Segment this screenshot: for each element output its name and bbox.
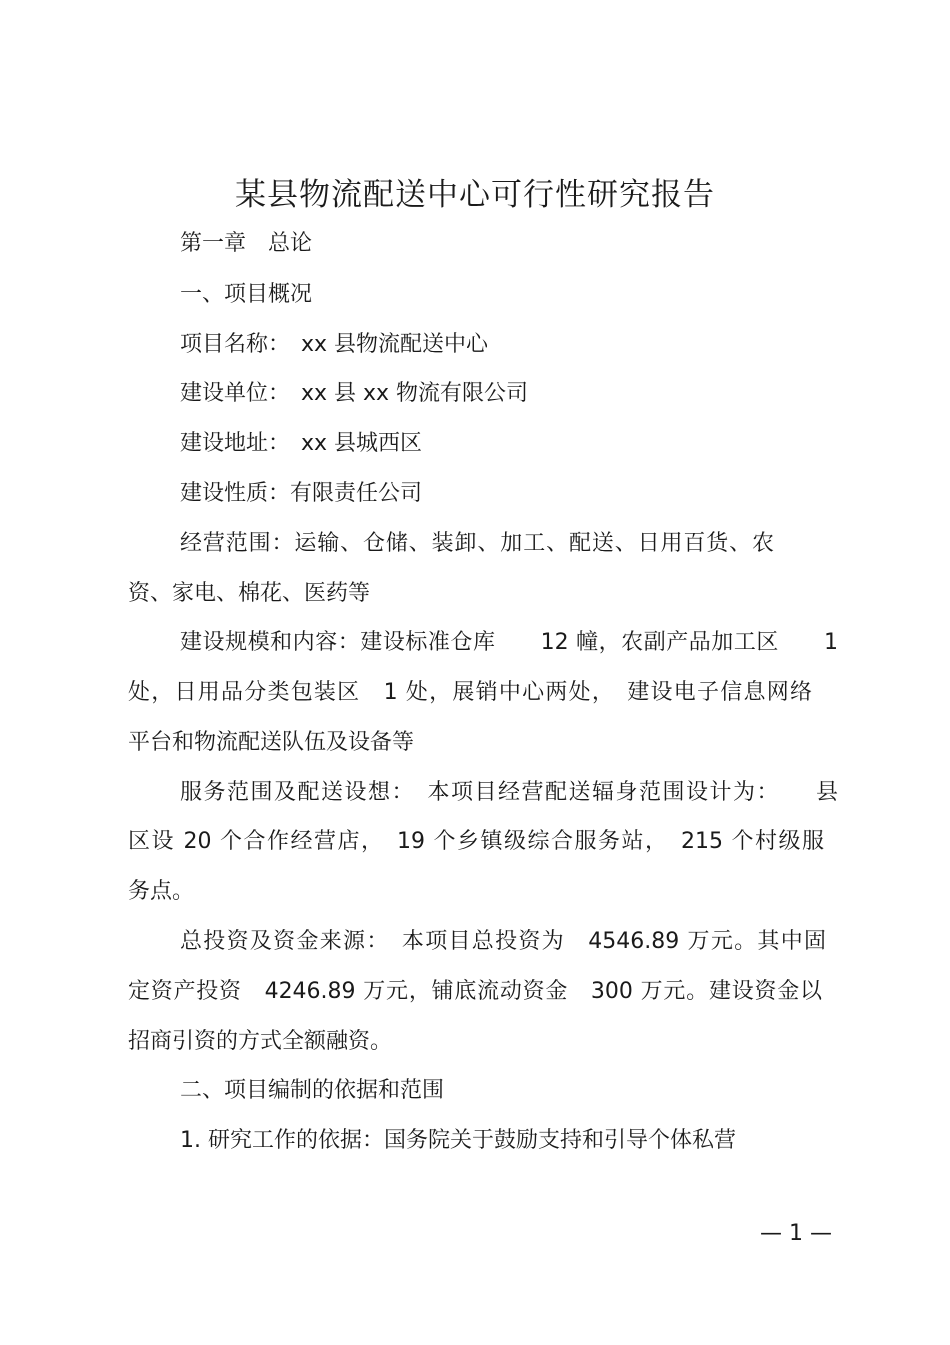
address-line: 建设地址： xx 县城西区	[180, 431, 423, 456]
project-name-line: 项目名称： xx 县物流配送中心	[180, 332, 489, 357]
section-heading-basis: 二、项目编制的依据和范围	[180, 1078, 445, 1103]
business-scope-line-2: 资、家电、棉花、医药等	[128, 581, 371, 606]
service-line-1: 服务范围及配送设想： 本项目经营配送辐身范围设计为： 县	[180, 780, 838, 805]
investment-line-2: 定资产投资 4246.89 万元，铺底流动资金 300 万元。建设资金以	[128, 979, 822, 1004]
investment-line-3: 招商引资的方式全额融资。	[128, 1029, 393, 1054]
page-number: — 1 —	[760, 1221, 832, 1246]
scale-line-1: 建设规模和内容：建设标准仓库 12 幢，农副产品加工区 1	[180, 630, 838, 655]
nature-line: 建设性质：有限责任公司	[180, 481, 423, 506]
chapter-heading: 第一章 总论	[180, 231, 313, 256]
investment-line-1: 总投资及资金来源： 本项目总投资为 4546.89 万元。其中固	[180, 929, 826, 954]
section-heading-overview: 一、项目概况	[180, 282, 313, 307]
builder-line: 建设单位： xx 县 xx 物流有限公司	[180, 381, 529, 406]
scale-line-2: 处，日用品分类包装区 1 处，展销中心两处， 建设电子信息网络	[128, 680, 812, 705]
service-line-2: 区设 20 个合作经营店， 19 个乡镇级综合服务站， 215 个村级服	[128, 829, 824, 854]
business-scope-line-1: 经营范围：运输、仓储、装卸、加工、配送、日用百货、农	[180, 531, 774, 556]
document-title: 某县物流配送中心可行性研究报告	[235, 177, 715, 213]
scale-line-3: 平台和物流配送队伍及设备等	[128, 730, 415, 755]
service-line-3: 务点。	[128, 879, 195, 904]
basis-line-1: 1. 研究工作的依据：国务院关于鼓励支持和引导个体私营	[180, 1128, 736, 1153]
